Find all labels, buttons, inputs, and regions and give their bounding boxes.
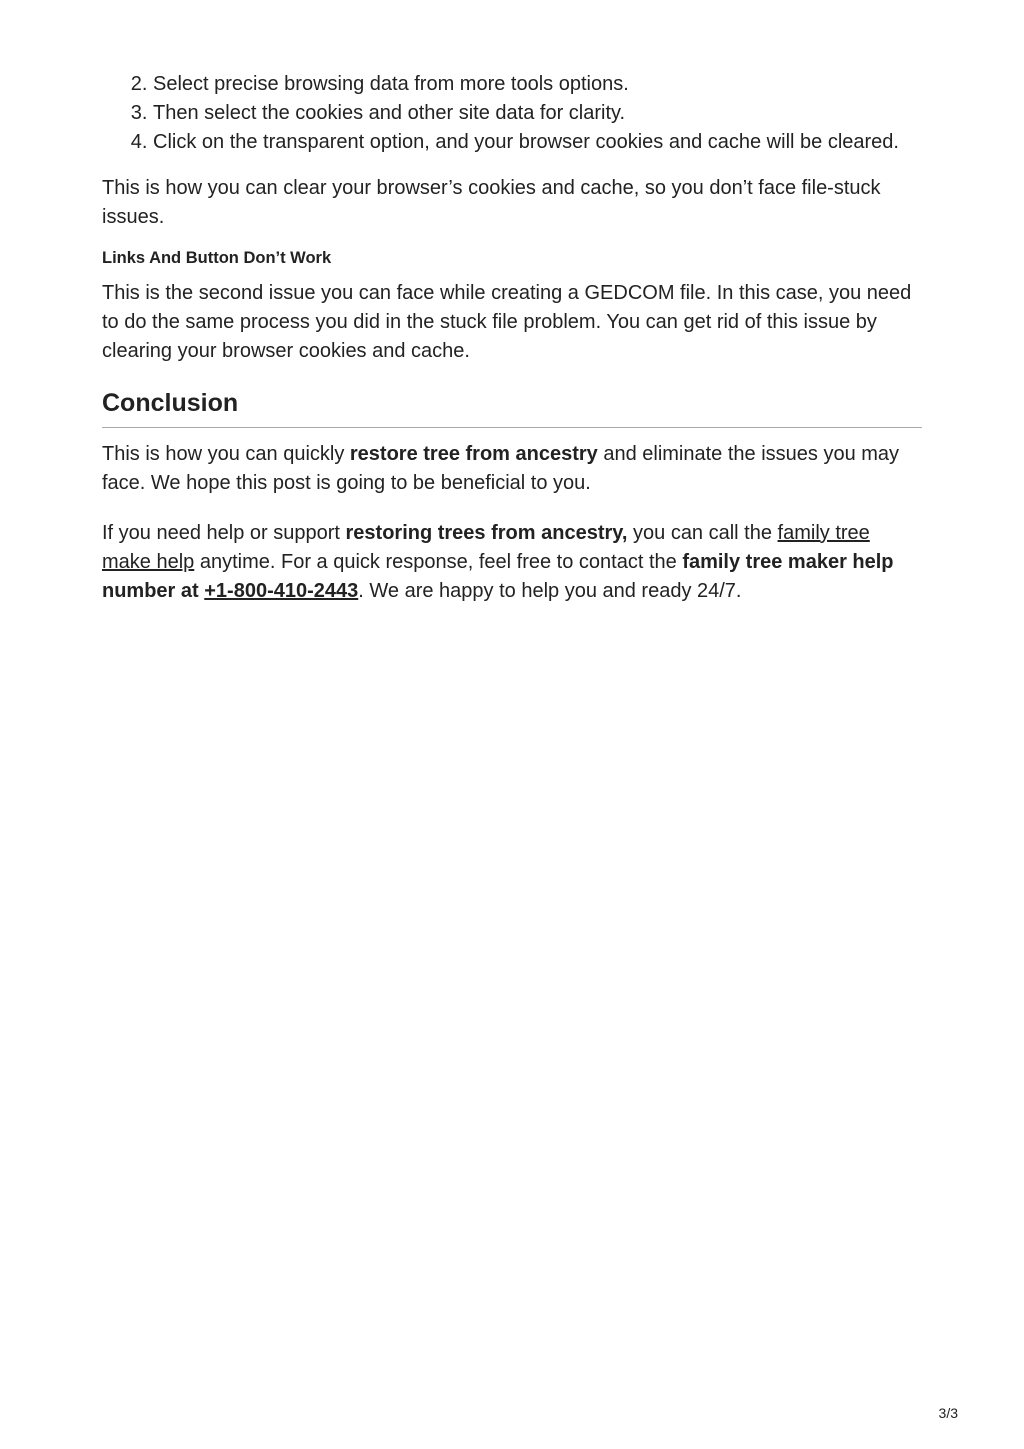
paragraph-clear-cache: This is how you can clear your browser’s cookies and cache, so you don’t face file-stuck issues. — [102, 177, 881, 229]
text-span: anytime. For a quick response, feel free to contact the — [194, 550, 683, 573]
step-item: 4. Click on the transparent option, and your browser cookies and cache will be cleared. — [153, 128, 922, 157]
family-tree-help-link[interactable]: family tree make help — [102, 521, 870, 573]
text-span: This is how you can quickly — [102, 443, 350, 466]
steps-list — [102, 70, 922, 156]
subheading-links-buttons: Links And Button Don’t Work — [102, 248, 332, 267]
paragraph-links-buttons: This is the second issue you can face while creating a GEDCOM file. In this case, you need to do the same process you did in the stuck file problem. You can get rid of this issue by clearing your browser cookies and cache. — [102, 281, 912, 362]
text-span: . We are happy to help you and ready 24/7. — [358, 579, 742, 602]
bold-keyword: family tree maker help number at — [102, 550, 894, 602]
article-content — [102, 70, 922, 626]
text-span: If you need help or support — [102, 521, 346, 544]
phone-number-link[interactable]: +1-800-410-2443 — [204, 579, 359, 602]
step-item: 3. Then select the cookies and other site data for clarity. — [153, 99, 922, 128]
conclusion-heading: Conclusion — [102, 386, 922, 428]
conclusion-paragraph-2 — [102, 519, 922, 605]
text-span: you can call the — [627, 521, 778, 544]
bold-keyword: restore tree from ancestry — [349, 443, 598, 466]
bold-keyword: restoring trees from ancestry, — [345, 521, 628, 544]
conclusion-paragraph-1 — [102, 440, 922, 498]
text-span: and eliminate the issues you may face. We hope this post is going to be beneficial to you. — [102, 443, 900, 495]
page-number: 3/3 — [938, 1405, 958, 1421]
step-item: 2. Select precise browsing data from more tools options. — [153, 70, 922, 99]
